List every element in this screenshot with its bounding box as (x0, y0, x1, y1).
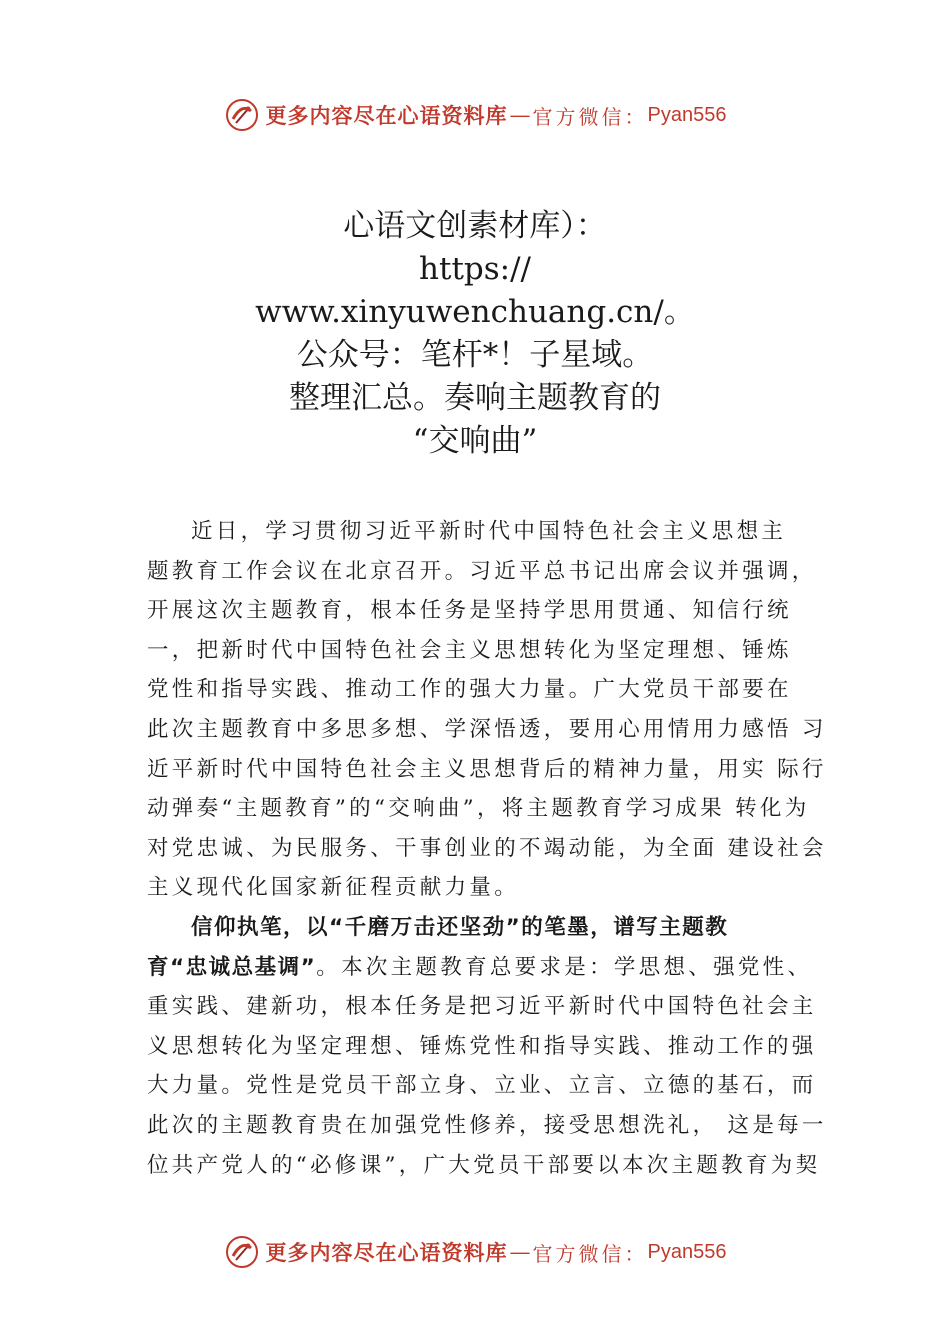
paragraph-line: 此次主题教育中多思多想、学深悟透，要用心用情用力感悟 习 (147, 716, 827, 742)
section-heading-end: 育“忠诚总基调” (147, 954, 317, 980)
banner-wechat-label: 官方微信： (532, 1241, 648, 1266)
brand-logo-icon (224, 97, 260, 133)
section-heading: 信仰执笔，以“千磨万击还坚劲”的笔墨，谱写主题教 (191, 914, 729, 940)
banner-separator: — (509, 103, 531, 127)
paragraph-line (147, 948, 837, 988)
title-line: https:// (419, 251, 531, 287)
paragraph-line: 题教育工作会议在北京召开。习近平总书记出席会议并强调， (147, 558, 817, 584)
paragraph-line: 动弹奏“主题教育”的“交响曲”，将主题教育学习成果 转化为 (147, 796, 810, 822)
banner-wechat-label: 官方微信： (532, 104, 648, 129)
title-line: 整理汇总。奏响主题教育的 (289, 380, 661, 416)
paragraph-line: 一，把新时代中国特色社会主义思想转化为坚定理想、锤炼 (147, 637, 792, 663)
banner-brand: 更多内容尽在心语资料库 (265, 1240, 508, 1265)
document-body (147, 512, 837, 1185)
paragraph-line: 党性和指导实践、推动工作的强大力量。广大党员干部要在 (147, 677, 792, 703)
paragraph-line: 义思想转化为坚定理想、锤炼党性和指导实践、推动工作的强 (147, 1033, 817, 1059)
banner-wechat-id: Pyan556 (647, 103, 727, 126)
paragraph-line: 近日，学习贯彻习近平新时代中国特色社会主义思想主 (191, 519, 787, 544)
banner-wechat-id: Pyan556 (647, 1240, 727, 1263)
header-banner (0, 93, 950, 137)
banner-brand: 更多内容尽在心语资料库 (265, 103, 508, 128)
brand-logo-icon (224, 1234, 260, 1270)
title-line: 公众号：笔杆*！子星域。 (296, 337, 654, 373)
paragraph-line: 开展这次主题教育，根本任务是坚持学思用贯通、知信行统 (147, 598, 792, 624)
title-line: 心语文创素材库）： (343, 208, 607, 244)
paragraph-text: 。本次主题教育总要求是：学思想、强党性、 (316, 954, 813, 980)
paragraph-line: 对党忠诚、为民服务、干事创业的不竭动能，为全面 建设社会 (147, 835, 827, 861)
paragraph-line: 位共产党人的“必修课”，广大党员干部要以本次主题教育为契 (147, 1152, 821, 1178)
title-line: www.xinyuwenchuang.cn/。 (255, 294, 695, 330)
document-title (150, 205, 800, 463)
paragraph-line: 重实践、建新功，根本任务是把习近平新时代中国特色社会主 (147, 994, 817, 1020)
banner-separator: — (509, 1240, 531, 1264)
paragraph-line: 大力量。党性是党员干部立身、立业、立言、立德的基石，而 (147, 1073, 817, 1099)
paragraph-line: 此次的主题教育贵在加强党性修养，接受思想洗礼， 这是每一 (147, 1112, 827, 1138)
footer-banner (0, 1230, 950, 1274)
paragraph-line: 近平新时代中国特色社会主义思想背后的精神力量，用实 际行 (147, 756, 827, 782)
paragraph-line: 主义现代化国家新征程贡献力量。 (147, 875, 520, 901)
title-line: “交响曲” (412, 423, 538, 459)
